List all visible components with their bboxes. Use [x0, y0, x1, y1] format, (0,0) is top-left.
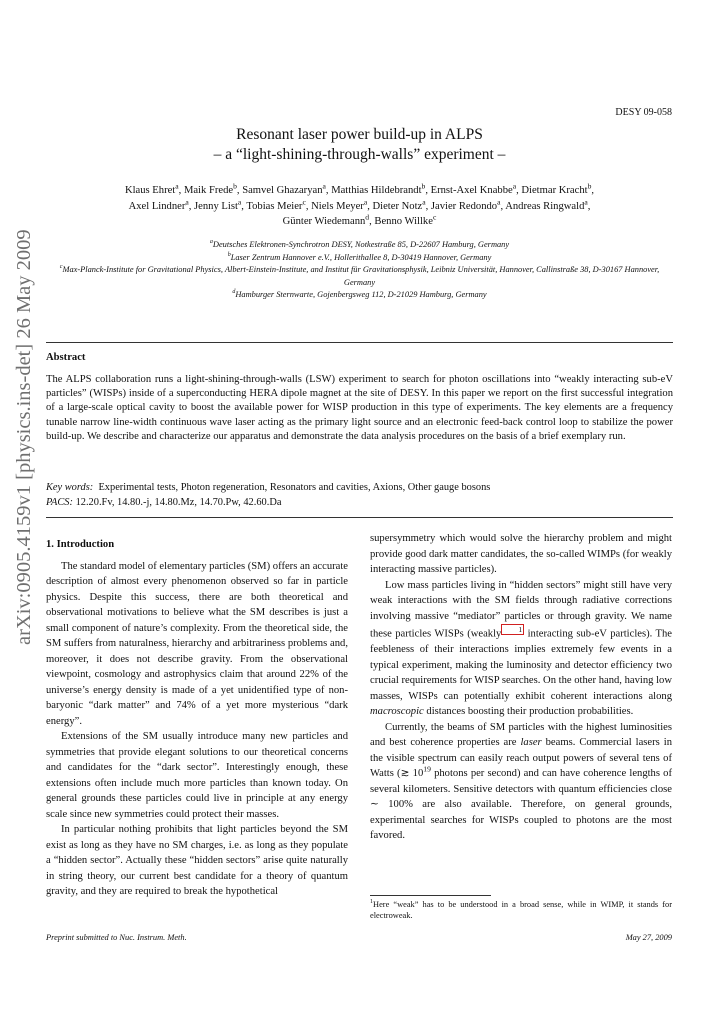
section-heading: 1. Introduction	[46, 539, 115, 550]
affiliation-list	[46, 239, 673, 302]
footnote-rule	[370, 895, 491, 896]
affiliation: $^c$Max-Planck-Institute for Gravitational Physics, Albert-Einstein-Institute, and Institut für Gravitationsphysik, Leibniz Universität, Hannover, Callinstraße 38, D-30167 Hannover, Germany	[59, 264, 660, 287]
author-name: Klaus Ehret	[124, 185, 176, 196]
title-line-1: Resonant laser power build-up in ALPS	[236, 126, 483, 143]
author-name: Matthias Hildebrandt	[331, 185, 422, 196]
pacs-line	[46, 496, 673, 511]
footnote	[370, 899, 672, 921]
author-name: Jenny List	[194, 200, 238, 212]
abstract-heading: Abstract	[46, 352, 86, 363]
author-name: Maik Frede	[183, 185, 234, 196]
author-name: Niels Meyer	[311, 200, 364, 212]
footnote-text: Here “weak” has to be understood in a broad sense, while in WIMP, it stands for electroweak.	[370, 900, 672, 920]
footnote-link[interactable]: 1	[501, 624, 524, 635]
paragraph: The standard model of elementary particles (SM) offers an accurate description of almost every phenomenon observed so far in particle physics. Despite this success, there are both theoretical and observational motivations to believe what the SM describes is just a small component of nature’s complexity. From the theoretical side, the SM suffers from naturalness, hierarchy and arbitrariness problems and, moreover, it does not describe gravity. From the observational viewpoint, cosmology and astrophysics claim that around 22% of the universe’s energy density is made of a yet unidentified type of non-baryonic “dark matter” and 74% of a yet more mysterious “dark energy”.	[46, 560, 348, 727]
title-line-2: – a “light-shining-through-walls” experiment –	[213, 146, 506, 163]
author-affiliation-mark: a	[584, 196, 588, 206]
author-name: Samvel Ghazaryan	[242, 185, 323, 196]
right-column	[370, 531, 672, 844]
affiliation: $^a$Deutsches Elektronen-Synchrotron DESY, Notkestraße 85, D-22607 Hamburg, Germany	[209, 239, 510, 249]
author-affiliation-mark: b	[587, 181, 592, 191]
author-affiliation-mark: a	[237, 196, 242, 206]
abstract-bottom-rule	[46, 517, 673, 518]
abstract-top-rule	[46, 342, 673, 343]
report-number: DESY 09-058	[615, 107, 672, 118]
author-name: Javier Redondo	[430, 200, 498, 212]
author-affiliation-mark: a	[422, 196, 426, 206]
author-name: Dieter Notz	[372, 200, 423, 212]
paragraph: In particular nothing prohibits that light particles beyond the SM exist as long as they have no SM charges, i.e. as long as they populate a “hidden sector”. Actually these “hidden sectors” arise quite naturally in string theory, our current best candidate for a theory of quantum gravity, and they are required to break the hypothetical	[46, 824, 348, 897]
affiliation: $^d$Hamburger Sternwarte, Gojenbergsweg 112, D-21029 Hamburg, Germany	[232, 289, 487, 299]
author-name: Benno Willke	[374, 216, 433, 227]
author-name: Tobias Meier	[246, 200, 303, 212]
author-affiliation-mark: a	[185, 196, 189, 206]
author-name: Axel Lindner	[128, 200, 186, 212]
paper-title	[0, 125, 719, 165]
keywords-block	[46, 481, 673, 510]
author-affiliation-mark: a	[363, 196, 368, 206]
author-name: Dietmar Kracht	[521, 185, 588, 196]
author-affiliation-mark: a	[322, 181, 326, 191]
paragraph: Low mass particles living in “hidden sectors” might still have very weak interactions with the SM fields through radiative corrections involving massive “mediator” particles or through gravity. We name these particles WISPs (weakly $^1$ interacting sub-eV particles). The feebleness of their interactions implies extremely few events in a typical experiment, making the luminosity and detector efficiency two crucial requirements for WISP searches. On the other hand, having low masses, WISPs can potentially exhibit coherent interactions along macroscopic distances boosting their production probabilities.	[370, 579, 672, 718]
paragraph: Extensions of the SM usually introduce many new particles and symmetries that provide elegant solutions to our theoretical concerns and candidates for the “dark sector”. Interestingly enough, these extensions often include much more particles than known today. On general grounds these particles could live in principle at any energy scale since new symmetries could protect their masses.	[46, 731, 348, 820]
left-column	[46, 537, 348, 900]
author-name: Andreas Ringwald	[505, 200, 585, 212]
paragraph: Currently, the beams of SM particles with the highest luminosities and best coherence properties are laser beams. Commercial lasers in the visible spectrum can easily reach output powers of several tens of Watts (≳ $10^{19}$ photons per second) and can have coherence lengths of several kilometers. Sensitive detectors with quantum efficiencies close ∼ 100% are also available. Therefore, on general grounds, experimental searches for WISPs coupled to photons are the most favored.	[370, 721, 672, 842]
preprint-note: Preprint submitted to Nuc. Instrum. Meth.	[46, 933, 187, 942]
author-name: Günter Wiedemann	[282, 216, 366, 227]
arxiv-stamp: arXiv:0905.4159v1 [physics.ins-det] 26 May 2009	[13, 229, 35, 645]
abstract-text: The ALPS collaboration runs a light-shining-through-walls (LSW) experiment to search for photon oscillations into “weakly interacting sub-eV particles” (WISPs) inside of a superconducting HERA dipole magnet at the site of DESY. In this paper we report on the first successful integration of a large-scale optical cavity to boost the available power for WISP production in this type of experiments. The key elements are a frequency tunable narrow line-width continuous wave laser acting as the primary light source and an electronic feed-back control loop to stabilize the power build-up. We describe and characterize our apparatus and demonstrate the data analysis procedures on the basis of a brief exemplary run.	[46, 374, 673, 442]
footnote-mark: 1	[370, 899, 374, 906]
paragraph: supersymmetry which would solve the hierarchy problem and might provide good dark matter candidates, the so-called WIMPs (for weakly interacting massive particles).	[370, 533, 672, 575]
author-affiliation-mark: a	[175, 181, 179, 191]
keywords-label: Key words:	[46, 482, 94, 493]
author-affiliation-mark: b	[421, 181, 426, 191]
keywords-text: Experimental tests, Photon regeneration, Resonators and cavities, Axions, Other gauge bosons	[98, 482, 491, 493]
author-affiliation-mark: a	[497, 196, 501, 206]
author-list: Klaus Ehret$^a$, Maik Frede$^b$, Samvel Ghazaryan$^a$, Matthias Hildebrandt$^b$, Ernst-Axel Knabbe$^a$, Dietmar Kracht$^b$, Axel Lindner$^a$, Jenny List$^a$, Tobias Meier$^c$, Niels Meyer$^a$, Dieter Notz$^a$, Javier Redondo$^a$, Andreas Ringwald$^a$, Günter Wiedemann$^d$, Benno Willke$^c$	[124, 181, 595, 227]
author-name: Ernst-Axel Knabbe	[430, 185, 513, 196]
author-affiliation-mark: c	[432, 212, 437, 222]
author-affiliation-mark: c	[302, 196, 306, 206]
author-affiliation-mark: a	[512, 181, 517, 191]
pacs-label: PACS:	[46, 496, 73, 508]
pacs-text: 12.20.Fv, 14.80.-j, 14.80.Mz, 14.70.Pw, 42.60.Da	[75, 496, 282, 508]
keywords-line	[46, 481, 673, 496]
author-affiliation-mark: b	[233, 181, 237, 191]
affiliation: $^b$Laser Zentrum Hannover e.V., Hollerithallee 8, D-30419 Hannover, Germany	[227, 251, 492, 262]
preprint-date: May 27, 2009	[625, 933, 672, 942]
author-affiliation-mark: d	[365, 212, 370, 222]
